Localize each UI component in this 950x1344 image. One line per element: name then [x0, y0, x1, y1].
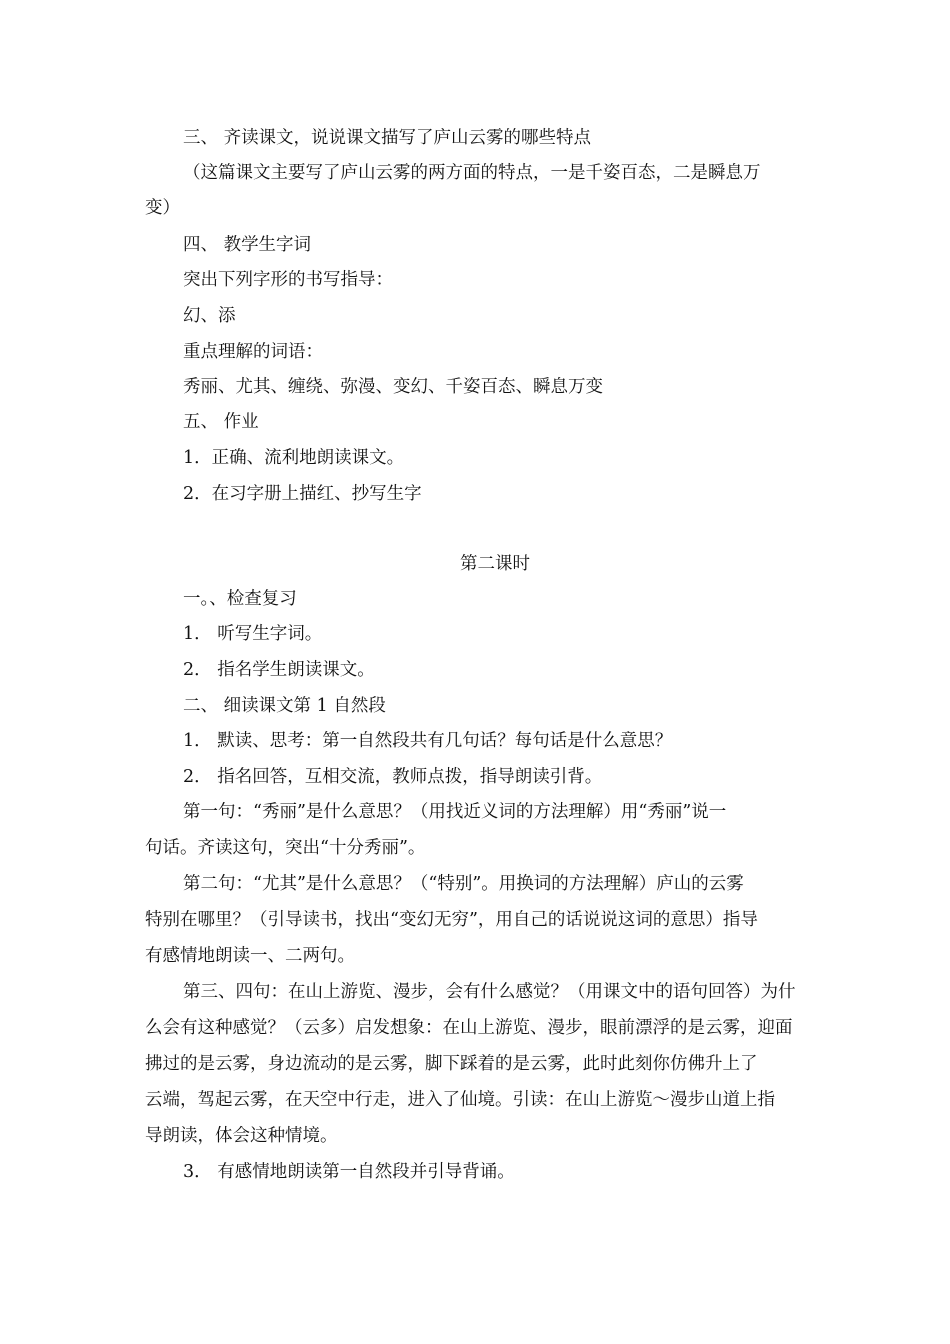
list-item: 1． 默读、思考：第一自然段共有几句话？每句话是什么意思？ [183, 731, 673, 751]
section-heading-1: 一。、检查复习 [183, 589, 297, 609]
paragraph-line: （这篇课文主要写了庐山云雾的两方面的特点，一是千姿百态，二是瞬息万 [183, 163, 761, 183]
paragraph-line: 云端，驾起云雾，在天空中行走，进入了仙境。引读：在山上游览～漫步山道上指 [145, 1090, 775, 1110]
paragraph-line: 秀丽、尤其、缠绕、弥漫、变幻、千姿百态、瞬息万变 [183, 377, 603, 397]
paragraph-line: 特别在哪里？（引导读书，找出“变幻无穷”，用自己的话说说这词的意思）指导 [145, 910, 758, 930]
paragraph-line: 突出下列字形的书写指导： [183, 270, 393, 290]
section-heading-4: 四、 教学生字词 [183, 235, 312, 255]
paragraph-line: 变） [145, 198, 180, 218]
section-heading-5: 五、 作业 [183, 412, 259, 432]
list-item: 3． 有感情地朗读第一自然段并引导背诵。 [183, 1162, 515, 1182]
paragraph-line: 重点理解的词语： [183, 342, 323, 362]
list-item: 2． 指名学生朗读课文。 [183, 660, 375, 680]
paragraph-line: 第二句：“尤其”是什么意思？（“特别”。用换词的方法理解）庐山的云雾 [183, 874, 744, 894]
section-heading-2: 二、 细读课文第 1 自然段 [183, 696, 386, 716]
paragraph-line: 有感情地朗读一、二两句。 [145, 946, 355, 966]
paragraph-line: 第三、四句：在山上游览、漫步，会有什么感觉？（用课文中的语句回答）为什 [183, 982, 796, 1002]
list-item: 2．在习字册上描红、抄写生字 [183, 484, 422, 504]
paragraph-line: 么会有这种感觉？（云多）启发想象：在山上游览、漫步，眼前漂浮的是云雾，迎面 [145, 1018, 793, 1038]
list-item: 1． 听写生字词。 [183, 624, 323, 644]
list-item: 2． 指名回答，互相交流，教师点拨，指导朗读引背。 [183, 767, 603, 787]
paragraph-line: 导朗读，体会这种情境。 [145, 1126, 338, 1146]
list-item: 1．正确、流利地朗读课文。 [183, 448, 405, 468]
lesson-title: 第二课时 [460, 554, 530, 574]
paragraph-line: 幻、添 [183, 306, 236, 326]
paragraph-line: 第一句：“秀丽”是什么意思？（用找近义词的方法理解）用“秀丽”说一 [183, 802, 727, 822]
section-heading-3: 三、 齐读课文，说说课文描写了庐山云雾的哪些特点 [183, 128, 592, 148]
paragraph-line: 句话。齐读这句，突出“十分秀丽”。 [145, 838, 426, 858]
paragraph-line: 拂过的是云雾，身边流动的是云雾，脚下踩着的是云雾，此时此刻你仿佛升上了 [145, 1054, 758, 1074]
